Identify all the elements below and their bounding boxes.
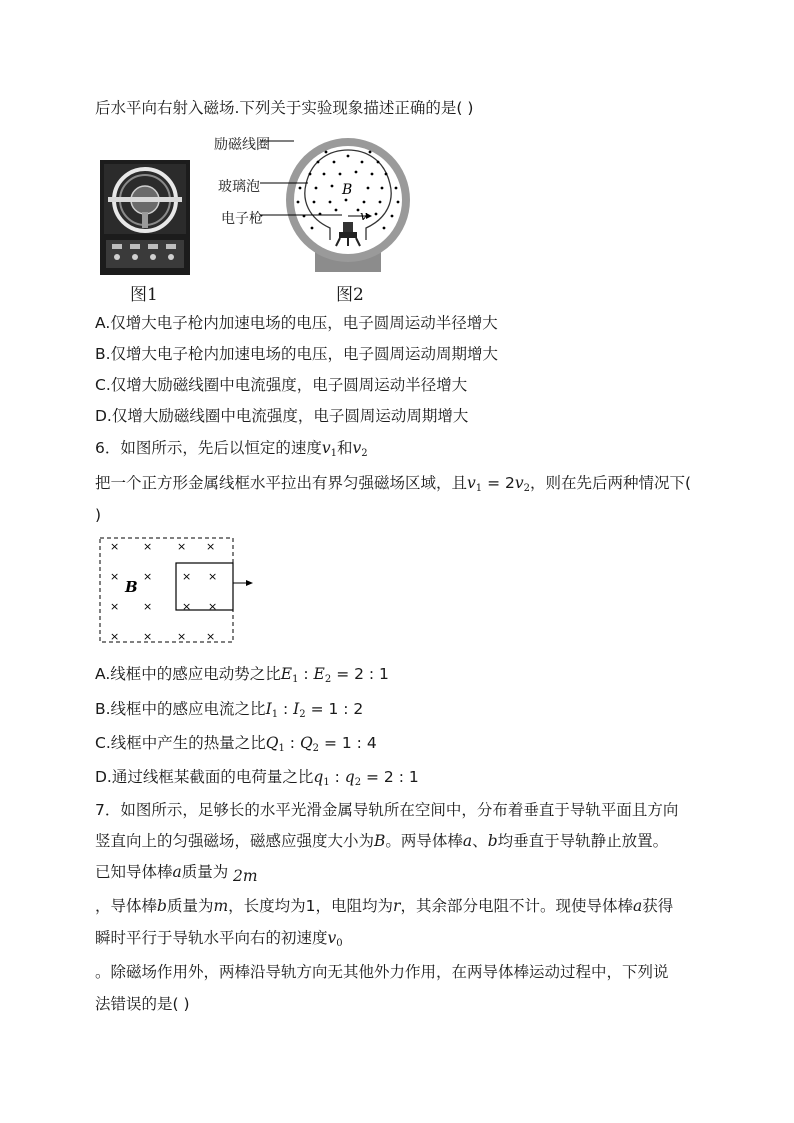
- q7-line4: ，导体棒b质量为m，长度均为1，电阻均为r，其余部分电阻不计。现使导体棒a获得: [95, 897, 674, 915]
- q6-field-label: B: [125, 578, 138, 596]
- fig2-field-label: B: [342, 182, 353, 198]
- q7-line3: 已知导体棒a质量为: [95, 863, 229, 881]
- q5-option-b: B.仅增大电子枪内加速电场的电压，电子圆周运动周期增大: [95, 345, 499, 363]
- svg-text:×: ×: [110, 600, 120, 613]
- svg-text:×: ×: [110, 540, 120, 553]
- q7-line6: 。除磁场作用外，两棒沿导轨方向无其他外力作用，在两导体棒运动过程中，下列说: [95, 963, 669, 981]
- svg-text:×: ×: [143, 570, 153, 583]
- q5-option-a: A.仅增大电子枪内加速电场的电压，电子圆周运动半径增大: [95, 314, 498, 332]
- q6-option-d: D.通过线框某截面的电荷量之比$q_1$ : $q_2 = 2$ : 1: [95, 768, 419, 788]
- q6-line3: ): [95, 506, 102, 524]
- svg-text:×: ×: [177, 630, 187, 643]
- q6-option-c: C.线框中产生的热量之比$Q_1$ : $Q_2 = 1$ : 4: [95, 734, 377, 754]
- q6-line1: 6．如图所示，先后以恒定的速度$v_1$和$v_2$: [95, 439, 368, 459]
- q5-intro: 后水平向右射入磁场.下列关于实验现象描述正确的是( ): [95, 99, 474, 117]
- q7-line2: 竖直向上的匀强磁场，磁感应强度大小为B。两导体棒a、b均垂直于导轨静止放置。: [95, 832, 669, 850]
- q5-option-c: C.仅增大励磁线圈中电流强度，电子圆周运动半径增大: [95, 376, 468, 394]
- q5-option-d: D.仅增大励磁线圈中电流强度，电子圆周运动周期增大: [95, 407, 469, 425]
- svg-text:×: ×: [143, 600, 153, 613]
- svg-text:×: ×: [110, 570, 120, 583]
- svg-text:×: ×: [206, 540, 216, 553]
- svg-text:×: ×: [110, 630, 120, 643]
- q6-option-b: B.线框中的感应电流之比$I_1$ : $I_2 = 1$ : 2: [95, 700, 364, 720]
- svg-text:×: ×: [143, 540, 153, 553]
- q6-figure: [98, 536, 260, 646]
- fig2-caption: 图2: [336, 285, 364, 305]
- svg-text:×: ×: [182, 570, 192, 583]
- svg-text:×: ×: [143, 630, 153, 643]
- fig1-apparatus-photo: [100, 160, 190, 275]
- svg-text:×: ×: [182, 600, 192, 613]
- svg-text:×: ×: [177, 540, 187, 553]
- svg-text:×: ×: [208, 600, 218, 613]
- fig2-velocity-label: v: [360, 209, 368, 224]
- q7-line7: 法错误的是( ): [95, 995, 190, 1013]
- fig2-label-coil: 励磁线圈: [214, 137, 270, 153]
- q7-mass-a: 2m: [233, 867, 258, 885]
- svg-text:×: ×: [206, 630, 216, 643]
- q7-line1: 7．如图所示，足够长的水平光滑金属导轨所在空间中，分布着垂直于导轨平面且方向: [95, 801, 679, 819]
- fig2-label-bulb: 玻璃泡: [218, 179, 260, 195]
- fig1-caption: 图1: [130, 285, 158, 305]
- q7-line5: 瞬时平行于导轨水平向右的初速度$v_0$: [95, 929, 343, 949]
- fig2-schematic: [260, 128, 420, 276]
- q6-option-a: A.线框中的感应电动势之比$E_1$ : $E_2 = 2$ : 1: [95, 665, 389, 685]
- svg-text:×: ×: [208, 570, 218, 583]
- q6-line2: 把一个正方形金属线框水平拉出有界匀强磁场区域，且$v_1 = 2v_2$，则在先后两种情况下(: [95, 474, 692, 494]
- fig2-label-gun: 电子枪: [221, 211, 263, 227]
